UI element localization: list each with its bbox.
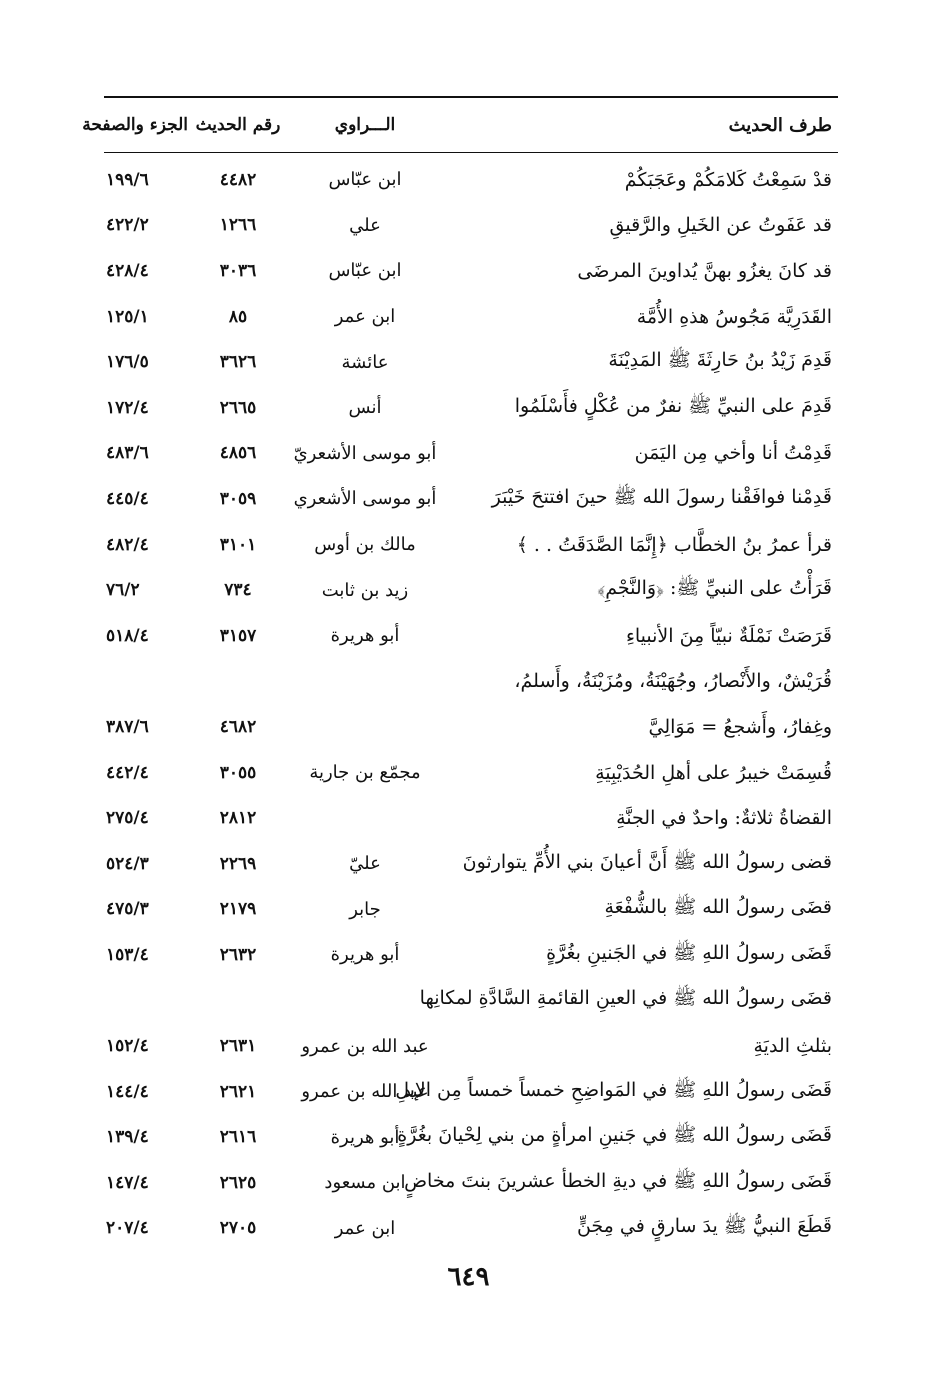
narrator-cell: عليّ: [349, 853, 381, 875]
hadith-number-cell: ٢٦٣٢: [219, 944, 257, 965]
page-cell: ١٢٥/١: [106, 306, 149, 327]
hadith-text-cell: قَرَأْتُ على النبيِّ ﷺ: ﴿وَالنَّجْمِ﴾: [597, 577, 832, 600]
table-row: [104, 294, 838, 340]
table-header: [82, 98, 838, 152]
table-row: [104, 1114, 838, 1160]
hadith-number-cell: ٢٦٣١: [219, 1036, 257, 1057]
narrator-cell: ابن عمر: [334, 306, 396, 328]
hadith-number-cell: ٢٧٠٥: [219, 1218, 257, 1239]
table-row: [104, 1069, 838, 1115]
narrator-cell: أبو هريرة: [330, 944, 400, 966]
header-page: الجزء والصفحة: [82, 115, 188, 135]
table-row: [104, 750, 838, 796]
table-row: [104, 841, 838, 887]
hadith-number-cell: ٤٦٨٢: [219, 716, 257, 737]
table-row: [104, 157, 838, 203]
page-cell: ٤٤٢/٤: [106, 762, 149, 783]
narrator-cell: ابن مسعود: [324, 1172, 406, 1194]
hadith-number-cell: ٣٠٥٥: [219, 762, 257, 783]
hadith-text-cell: قُرَيْشٌ، والأَنْصارُ، وجُهَيْنَةُ، ومُزَيْنَةُ، وأَسلمُ،: [514, 670, 832, 693]
hadith-number-cell: ٣٦٢٦: [219, 352, 257, 373]
narrator-cell: عبد الله بن عمرو: [301, 1035, 429, 1057]
narrator-cell: زيد بن ثابت: [321, 579, 409, 601]
table-row: [104, 795, 838, 841]
page-cell: ١٥٣/٤: [106, 944, 149, 965]
table-row: [104, 339, 838, 385]
narrator-cell: ابن عبّاس: [328, 260, 402, 282]
hadith-text-cell: قَطَعَ النبيُّ ﷺ يدَ سارقٍ في مِجَنٍّ: [576, 1215, 832, 1238]
page-cell: ٢٧٥/٤: [106, 808, 149, 829]
narrator-cell: علي: [349, 214, 381, 236]
hadith-number-cell: ٢٦٢٥: [219, 1172, 257, 1193]
table-row: [104, 522, 838, 568]
page-cell: ٥١٨/٤: [106, 625, 149, 646]
hadith-text-cell: قَضَى رسولُ اللهِ ﷺ في الجَنينِ بغُرَّةٍ: [546, 941, 832, 964]
table-row: [104, 248, 838, 294]
page-cell: ٤٤٥/٤: [106, 488, 149, 509]
hadith-text-cell: قَرَصَتْ نَمْلَةٌ نبيّاً مِنَ الأنبياءِ: [625, 624, 832, 647]
table-row: [104, 476, 838, 522]
table-row: [104, 613, 838, 659]
page-number: ٦٤٩: [447, 1262, 490, 1292]
table-row: [104, 567, 838, 613]
page-cell: ١٧٢/٤: [106, 397, 149, 418]
narrator-cell: أبو هريرة: [330, 1126, 400, 1148]
narrator-cell: عبد الله بن عمرو: [301, 1081, 429, 1103]
hadith-number-cell: ١٢٦٦: [219, 215, 257, 236]
table-row: [104, 932, 838, 978]
hadith-text-cell: بثلثِ الديَةِ: [753, 1035, 832, 1058]
table-row: [104, 978, 838, 1024]
page-cell: ١٥٢/٤: [106, 1036, 149, 1057]
hadith-number-cell: ٢١٧٩: [219, 899, 257, 920]
table-row: [104, 704, 838, 750]
narrator-cell: أبو موسى الأشعريّ: [293, 442, 437, 464]
hadith-text-cell: وغِفارُ، وأَشجعُ = مَوَالِيَّ: [648, 715, 832, 738]
page-cell: ٤٢٨/٤: [106, 260, 149, 281]
table-row: [104, 887, 838, 933]
table-row: [104, 203, 838, 249]
page-cell: ١٤٤/٤: [106, 1081, 149, 1102]
header-text: طرف الحديث: [728, 114, 832, 136]
narrator-cell: أنس: [348, 397, 382, 419]
hadith-text-cell: القَدَرِيَّة مَجُوسُ هذهِ الأُمَّة: [636, 305, 832, 328]
table-body: [104, 157, 838, 1251]
page-cell: ٥٢٤/٣: [106, 853, 149, 874]
table-row: [104, 431, 838, 477]
hadith-number-cell: ٤٨٥٦: [219, 443, 257, 464]
narrator-cell: ابن عمر: [334, 1217, 396, 1239]
narrator-cell: جابر: [349, 898, 381, 920]
table-row: [104, 1160, 838, 1206]
narrator-cell: أبو موسى الأشعري: [293, 488, 437, 510]
hadith-text-cell: قرأ عمرُ بنُ الخطَّاب ﴿إِنَّمَا الصَّدَقَتُ . . ﴾: [516, 533, 832, 556]
table-row: [104, 1206, 838, 1252]
page-cell: ١٧٦/٥: [106, 352, 149, 373]
hadith-number-cell: ٣١٥٧: [219, 625, 257, 646]
header-narrator: الـــراوي: [334, 115, 396, 135]
hadith-text-cell: قد عَفَوتُ عن الخَيلِ والرَّقيقِ: [609, 214, 832, 237]
hadith-number-cell: ٣٠٣٦: [219, 260, 257, 281]
hadith-number-cell: ٤٤٨٢: [219, 169, 257, 190]
hadith-text-cell: قضَى رسولُ الله ﷺ في العينِ القائمةِ السَّادَّةِ لمكانِها: [419, 987, 832, 1010]
hadith-number-cell: ٣٠٥٩: [219, 488, 257, 509]
hadith-text-cell: قَضَى رسولُ الله ﷺ في جَنينِ امرأةٍ من بني لِحْيانَ بغُرَّةٍ: [397, 1124, 832, 1147]
table-row: [104, 659, 838, 705]
hadith-text-cell: قُسِمَتْ خيبرُ على أهلِ الحُدَيْبِيَةِ: [595, 761, 832, 784]
hadith-number-cell: ٨٥: [228, 306, 248, 327]
page-cell: ١٣٩/٤: [106, 1127, 149, 1148]
page-cell: ٤٨٢/٤: [106, 534, 149, 555]
page-cell: ٤٢٢/٢: [106, 215, 149, 236]
hadith-text-cell: قَدِمْتُ أنا وأخي مِن اليَمَن: [634, 442, 832, 465]
narrator-cell: أبو هريرة: [330, 625, 400, 647]
table-row: [104, 385, 838, 431]
page-cell: ١٩٩/٦: [106, 169, 149, 190]
table-row: [104, 1023, 838, 1069]
page-cell: ٢٠٧/٤: [106, 1218, 149, 1239]
hadith-number-cell: ٢٢٦٩: [219, 853, 257, 874]
hadith-text-cell: قَدِمَ زَيْدُ بنُ حَارِثَةَ ﷺ المَدِيْنَةَ: [608, 349, 832, 372]
hadith-number-cell: ٢٨١٢: [219, 808, 257, 829]
narrator-cell: ابن عبّاس: [328, 169, 402, 191]
hadith-text-cell: قدْ سَمِعْتُ كَلامَكُمْ وعَجَبَكُمْ: [624, 168, 832, 191]
narrator-cell: عائشة: [341, 351, 389, 373]
index-table: [82, 96, 838, 1251]
hadith-text-cell: قَدِمَ على النبيِّ ﷺ نفرٌ من عُكْلٍ فأَسْلَمُوا: [514, 394, 832, 417]
narrator-cell: مالك بن أوس: [314, 534, 416, 556]
hadith-text-cell: قد كانَ يغزُو بهنَّ يُداوينَ المرضَى: [577, 259, 832, 282]
page-cell: ٤٨٣/٦: [106, 443, 149, 464]
hadith-number-cell: ٢٦٢١: [219, 1081, 257, 1102]
header-number: رقم الحديث: [195, 115, 281, 135]
hadith-text-cell: قَضَى رسولُ اللهِ ﷺ في المَواضِحِ خمساً خمساً مِن الإبلِ: [395, 1078, 832, 1101]
narrator-cell: مجمّع بن جارية: [309, 762, 421, 784]
hadith-text-cell: القضاةُ ثلاثةٌ: واحدٌ في الجنَّةِ: [616, 807, 832, 830]
hadith-text-cell: قَدِمْنا فوافَقْنا رسولَ الله ﷺ حينَ افتتحَ خَيْبَرَ: [491, 485, 832, 508]
page-cell: ١٤٧/٤: [106, 1172, 149, 1193]
hadith-text-cell: قضى رسولُ الله ﷺ أَنَّ أعيانَ بني الأُمِّ يتوارثونَ: [462, 850, 832, 873]
hadith-number-cell: ٢٦٦٥: [219, 397, 257, 418]
hadith-number-cell: ٣١٠١: [219, 534, 257, 555]
page-cell: ٣٨٧/٦: [106, 716, 149, 737]
page-cell: ٤٧٥/٣: [106, 899, 149, 920]
hadith-number-cell: ٢٦١٦: [219, 1127, 257, 1148]
hadith-text-cell: قضَى رسولُ الله ﷺ بالشُّفْعَةِ: [604, 896, 832, 919]
page-cell: ٧٦/٢: [106, 580, 140, 601]
hadith-text-cell: قَضَى رسولُ اللهِ ﷺ في ديةِ الخطأ عشرينَ بنتَ مخاضٍ: [404, 1169, 832, 1192]
hadith-number-cell: ٧٣٤: [224, 580, 252, 601]
